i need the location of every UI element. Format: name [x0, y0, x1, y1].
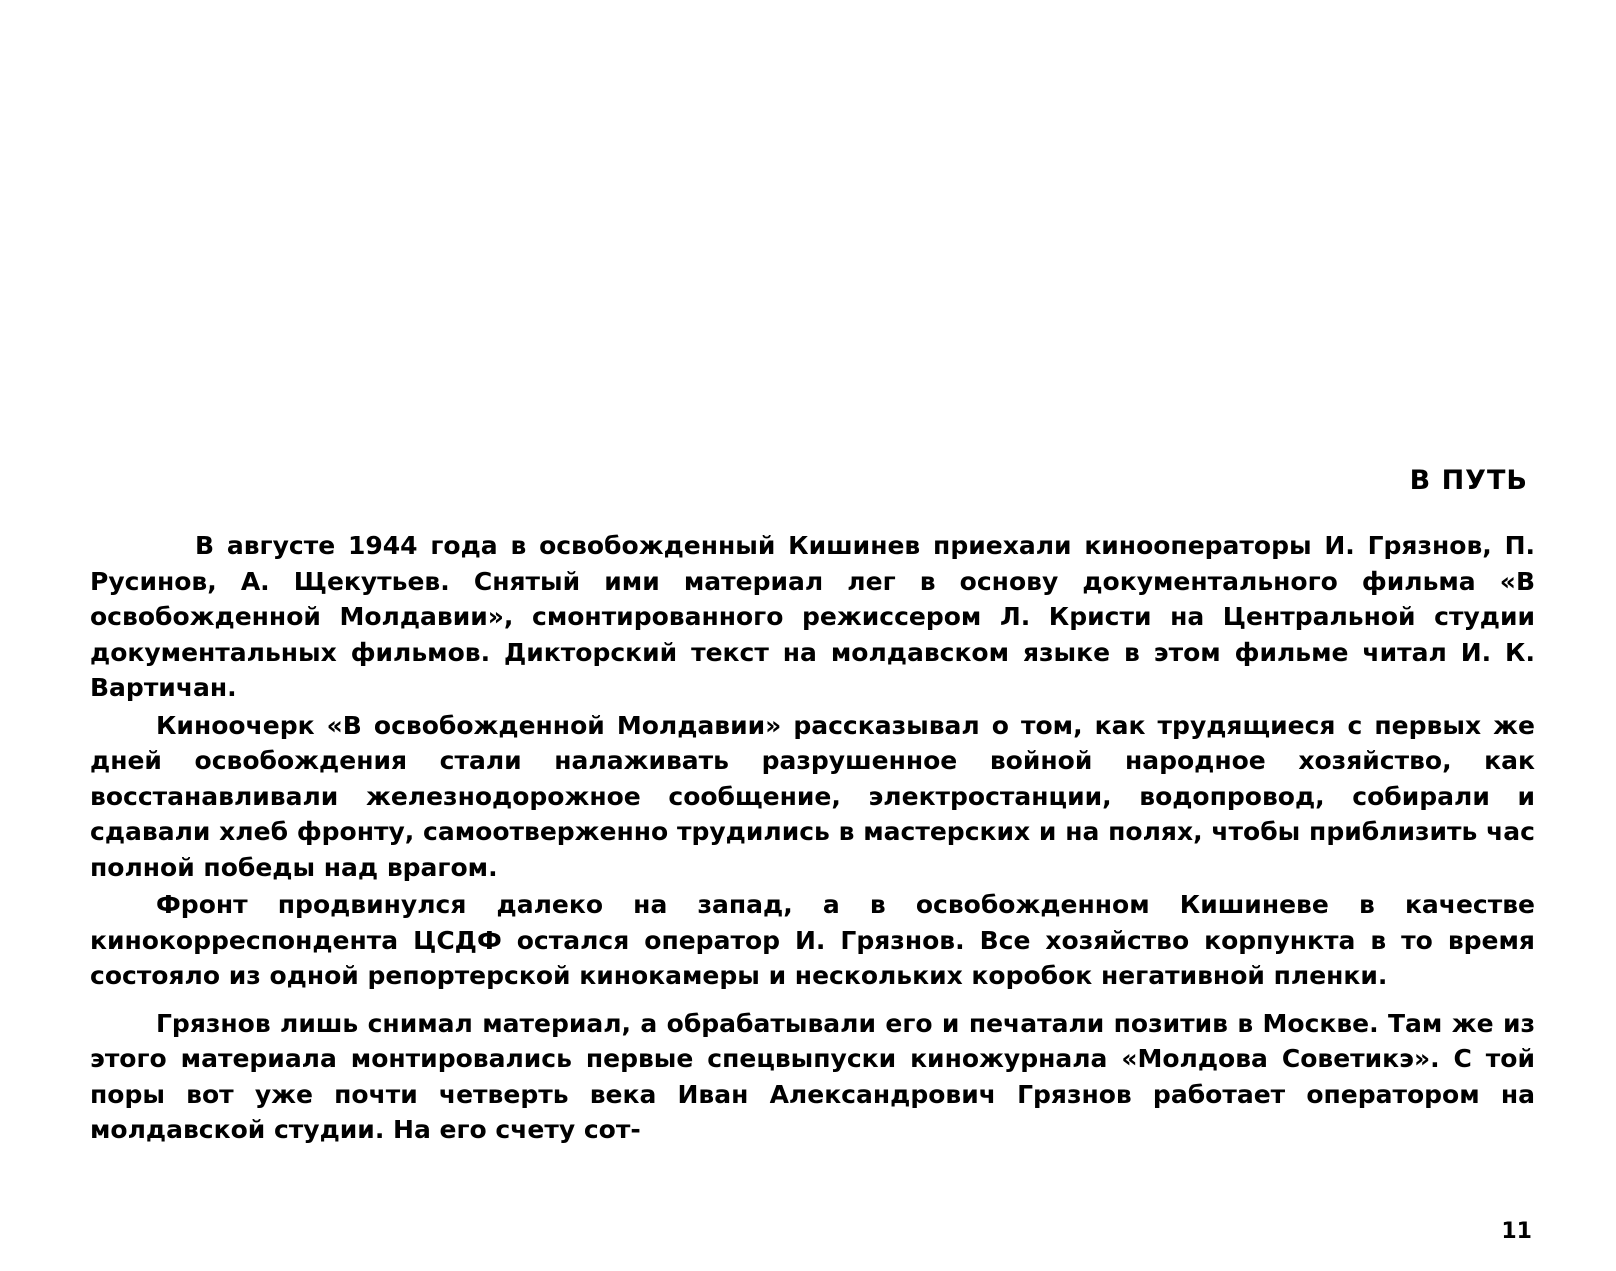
body-text: [90, 528, 1535, 1148]
paragraph-3: Фронт продвинулся далеко на запад, а в освобожденном Кишиневе в качестве кинокорреспондента ЦСДФ остался оператор И. Грязнов. Все хозяйство корпункта в то время состояло из одной репортерской кинокамеры и нескольких коробок негативной пленки.: [90, 890, 1535, 990]
section-title: В ПУТЬ: [1409, 465, 1528, 496]
paragraph-1: В августе 1944 года в освобожденный Кишинев приехали кинооператоры И. Грязнов, П. Русинов, А. Щекутьев. Снятый ими материал лег в основу документального фильма «В освобожденной Молдавии», смонтированного режиссером Л. Кристи на Центральной студии документальных фильмов. Дикторский текст на молдавском языке в этом фильме читал И. К. Вартичан.: [90, 531, 1535, 702]
paragraph-4: Грязнов лишь снимал материал, а обрабатывали его и печатали позитив в Москве. Там же из этого материала монтировались первые спецвыпуски киножурнала «Молдова Советикэ». С той поры вот уже почти четверть века Иван Александрович Грязнов работает оператором на молдавской студии. На его счету сот-: [90, 1008, 1535, 1144]
page-number: 11: [1501, 1219, 1532, 1244]
paragraph-2: Киноочерк «В освобожденной Молдавии» рассказывал о том, как трудящиеся с первых же дней освобождения стали налаживать разрушенное войной народное хозяйство, как восстанавливали железнодорожное сообщение, электростанции, водопровод, собирали и сдавали хлеб фронту, самоотверженно трудились в мастерских и на полях, чтобы приблизить час полной победы над врагом.: [90, 710, 1535, 882]
